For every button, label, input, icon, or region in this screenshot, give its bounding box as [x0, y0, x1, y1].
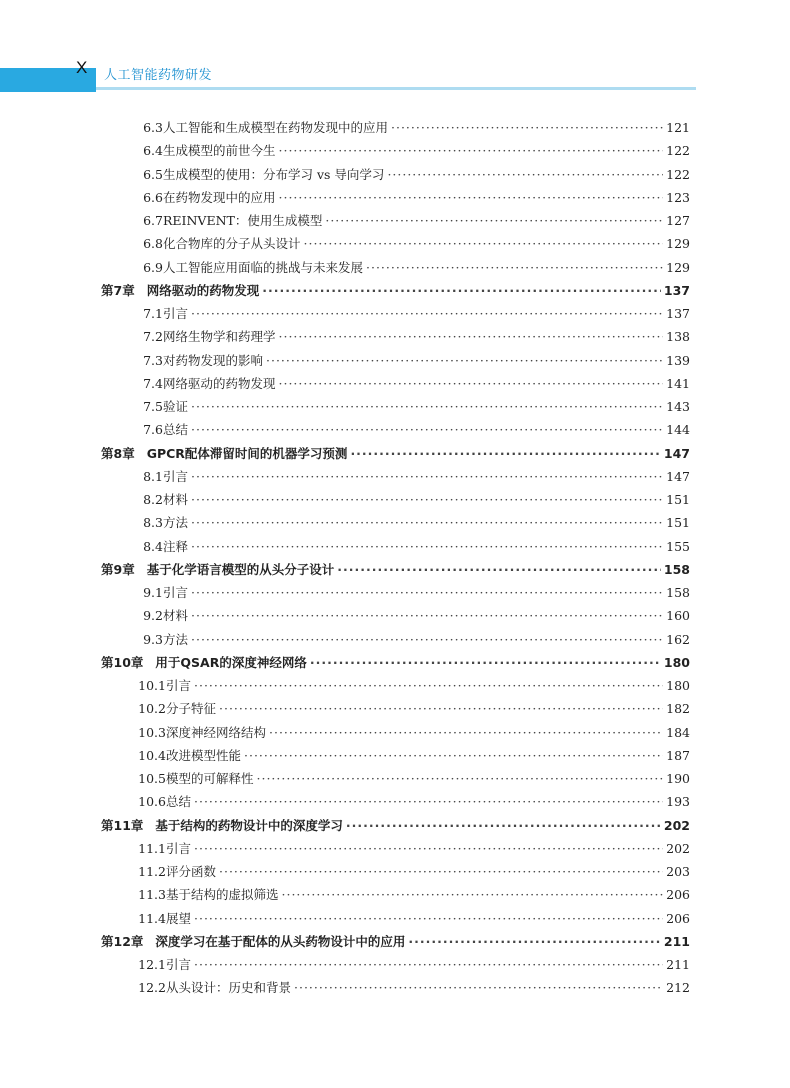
toc-entry-number: 第12章	[101, 933, 144, 949]
toc-entry-page: 202	[666, 840, 690, 856]
header-rule	[96, 87, 696, 90]
toc-chapter-entry[interactable]	[101, 652, 690, 674]
toc-section-entry[interactable]	[128, 954, 690, 976]
toc-section-entry[interactable]	[133, 303, 690, 325]
toc-entry-number: 10.5	[138, 771, 166, 786]
toc-entry-page: 129	[666, 236, 690, 252]
toc-entry-number: 7.6	[143, 422, 163, 438]
toc-entry-number: 10.6	[138, 794, 166, 810]
toc-entry-number: 8.1	[143, 468, 163, 484]
toc-chapter-entry[interactable]	[101, 443, 690, 465]
toc-entry-number: 第9章	[101, 561, 135, 577]
toc-entry-number: 6.9	[143, 259, 163, 275]
toc-entry-title: 深度神经网络结构	[166, 724, 267, 740]
toc-entry-title: 在药物发现中的应用	[163, 189, 276, 205]
toc-dot-leader	[191, 303, 663, 325]
toc-entry-number: 第11章	[101, 817, 144, 833]
toc-dot-leader	[266, 350, 663, 372]
toc-dot-leader	[269, 722, 663, 744]
toc-dot-leader	[346, 815, 661, 837]
toc-chapter-entry[interactable]	[101, 280, 690, 302]
toc-entry-page: 184	[666, 724, 690, 740]
toc-section-entry[interactable]	[128, 698, 690, 720]
toc-entry-number: 8.2	[143, 492, 163, 507]
toc-section-entry[interactable]	[133, 233, 690, 255]
toc-section-entry[interactable]	[133, 326, 690, 348]
toc-section-entry[interactable]	[133, 489, 690, 511]
toc-entry-page: 143	[666, 399, 690, 414]
toc-chapter-entry[interactable]	[101, 815, 690, 837]
toc-entry-title: 引言	[163, 468, 189, 484]
toc-dot-leader	[337, 559, 661, 581]
toc-entry-page: 190	[666, 771, 690, 786]
toc-entry-title: 从头设计：历史和背景	[166, 980, 292, 996]
page-number: X	[76, 58, 88, 77]
toc-entry-page: 162	[666, 631, 690, 647]
toc-entry-number: 第8章	[101, 445, 135, 461]
toc-dot-leader	[262, 280, 661, 302]
toc-entry-page: 158	[666, 585, 690, 600]
toc-entry-number: 6.7	[143, 213, 163, 228]
toc-entry-number: 6.3	[143, 120, 163, 135]
toc-dot-leader	[191, 582, 663, 604]
toc-dot-leader	[244, 745, 663, 767]
toc-entry-page: 182	[666, 701, 690, 717]
toc-entry-title: 网络驱动的药物发现	[163, 375, 276, 391]
toc-entry-title: 注释	[163, 538, 189, 554]
toc-entry-title: REINVENT：使用生成模型	[163, 213, 323, 228]
toc-section-entry[interactable]	[128, 722, 690, 744]
toc-entry-number: 11.1	[138, 840, 166, 856]
toc-dot-leader	[191, 396, 663, 418]
book-title: 人工智能药物研发	[104, 68, 213, 83]
toc-entry-title: 基于结构的药物设计中的深度学习	[155, 817, 343, 833]
toc-dot-leader	[279, 140, 663, 162]
toc-section-entry[interactable]	[133, 536, 690, 558]
toc-entry-page: 202	[663, 817, 690, 833]
toc-chapter-entry[interactable]	[101, 559, 690, 581]
toc-entry-page: 137	[663, 282, 690, 298]
toc-section-entry[interactable]	[133, 582, 690, 604]
toc-entry-page: 151	[666, 515, 690, 531]
toc-chapter-entry[interactable]	[101, 931, 690, 953]
toc-entry-number: 6.4	[143, 143, 163, 159]
toc-entry-title: 分子特征	[166, 701, 217, 717]
toc-entry-page: 138	[666, 329, 690, 345]
toc-entry-title: 网络驱动的药物发现	[146, 282, 260, 298]
toc-section-entry[interactable]	[133, 140, 690, 162]
toc-dot-leader	[279, 187, 663, 209]
toc-section-entry[interactable]	[128, 908, 690, 930]
toc-entry-page: 141	[666, 375, 690, 391]
toc-entry-page: 147	[663, 445, 690, 461]
toc-entry-number: 第10章	[101, 654, 144, 670]
toc-section-entry[interactable]	[133, 187, 690, 209]
toc-section-entry[interactable]	[128, 838, 690, 860]
toc-section-entry[interactable]	[128, 768, 690, 790]
toc-entry-title: 引言	[163, 306, 189, 321]
toc-entry-page: 212	[666, 980, 690, 996]
toc-dot-leader	[194, 954, 663, 976]
toc-entry-number: 7.5	[143, 399, 163, 414]
toc-entry-title: 模型的可解释性	[166, 771, 254, 786]
toc-dot-leader	[191, 629, 663, 651]
toc-dot-leader	[304, 233, 663, 255]
toc-dot-leader	[310, 652, 661, 674]
toc-entry-number: 7.1	[143, 306, 163, 321]
toc-section-entry[interactable]	[133, 210, 690, 232]
toc-entry-number: 9.2	[143, 608, 163, 624]
toc-section-entry[interactable]	[128, 675, 690, 697]
toc-section-entry[interactable]	[133, 605, 690, 627]
toc-dot-leader	[325, 210, 663, 232]
toc-dot-leader	[194, 908, 663, 930]
toc-section-entry[interactable]	[128, 791, 690, 813]
toc-entry-title: 对药物发现的影响	[163, 352, 264, 368]
toc-entry-title: 引言	[163, 585, 189, 600]
toc-entry-page: 160	[666, 608, 690, 624]
toc-dot-leader	[194, 838, 663, 860]
toc-entry-number: 8.3	[143, 515, 163, 531]
toc-entry-page: 155	[666, 538, 690, 554]
toc-entry-title: 用于QSAR的深度神经网络	[155, 654, 307, 670]
toc-entry-title: 材料	[163, 608, 189, 624]
toc-entry-page: 211	[666, 957, 690, 972]
toc-entry-number: 9.3	[143, 631, 163, 647]
toc-section-entry[interactable]	[128, 745, 690, 767]
toc-entry-number: 6.8	[143, 236, 163, 252]
toc-entry-page: 193	[666, 794, 690, 810]
toc-entry-title: 深度学习在基于配体的从头药物设计中的应用	[155, 933, 406, 949]
toc-entry-page: 129	[666, 259, 690, 275]
toc-entry-title: 生成模型的前世今生	[163, 143, 276, 159]
toc-entry-page: 211	[663, 933, 690, 949]
toc-entry-page: 151	[666, 492, 690, 507]
toc-section-entry[interactable]	[133, 350, 690, 372]
toc-entry-page: 123	[666, 189, 690, 205]
toc-entry-number: 10.1	[138, 678, 166, 693]
toc-entry-number: 11.3	[138, 887, 166, 903]
toc-entry-title: 引言	[166, 957, 192, 972]
toc-dot-leader	[408, 931, 660, 953]
toc-entry-number: 7.2	[143, 329, 163, 345]
toc-dot-leader	[191, 466, 663, 488]
toc-section-entry[interactable]	[133, 164, 690, 186]
toc-dot-leader	[219, 698, 663, 720]
toc-entry-number: 8.4	[143, 538, 163, 554]
toc-entry-number: 7.4	[143, 375, 163, 391]
toc-entry-page: 122	[666, 143, 690, 159]
toc-entry-number: 6.6	[143, 189, 163, 205]
toc-section-entry[interactable]	[133, 373, 690, 395]
toc-entry-page: 180	[666, 678, 690, 693]
toc-entry-page: 180	[663, 654, 690, 670]
toc-entry-title: 改进模型性能	[166, 747, 242, 763]
toc-entry-title: 网络生物学和药理学	[163, 329, 276, 345]
toc-section-entry[interactable]	[133, 512, 690, 534]
toc-entry-page: 187	[666, 747, 690, 763]
toc-entry-title: 基于化学语言模型的从头分子设计	[146, 561, 335, 577]
toc-dot-leader	[191, 536, 663, 558]
toc-entry-title: 化合物库的分子从头设计	[163, 236, 301, 252]
toc-dot-leader	[387, 164, 663, 186]
toc-entry-number: 12.2	[138, 980, 166, 996]
toc-section-entry[interactable]	[133, 419, 690, 441]
toc-dot-leader	[282, 884, 663, 906]
toc-entry-title: 基于结构的虚拟筛选	[166, 887, 279, 903]
toc-entry-title: 引言	[166, 678, 192, 693]
toc-entry-page: 144	[666, 422, 690, 438]
toc-dot-leader	[191, 605, 663, 627]
toc-entry-title: 方法	[163, 631, 189, 647]
toc-entry-number: 10.4	[138, 747, 166, 763]
toc-entry-title: 展望	[166, 910, 192, 926]
toc-entry-page: 147	[666, 468, 690, 484]
toc-section-entry[interactable]	[133, 629, 690, 651]
toc-dot-leader	[279, 373, 663, 395]
toc-dot-leader	[294, 977, 663, 999]
toc-dot-leader	[191, 419, 663, 441]
toc-entry-number: 9.1	[143, 585, 163, 600]
toc-entry-title: 总结	[166, 794, 192, 810]
toc-entry-page: 139	[666, 352, 690, 368]
toc-dot-leader	[191, 512, 663, 534]
toc-entry-page: 158	[663, 561, 690, 577]
toc-entry-page: 127	[666, 213, 690, 228]
toc-section-entry[interactable]	[133, 466, 690, 488]
toc-dot-leader	[279, 326, 663, 348]
toc-entry-title: 方法	[163, 515, 189, 531]
toc-section-entry[interactable]	[133, 117, 690, 139]
toc-dot-leader	[350, 443, 660, 465]
toc-entry-page: 137	[666, 306, 690, 321]
toc-dot-leader	[257, 768, 663, 790]
toc-entry-title: 材料	[163, 492, 189, 507]
toc-entry-title: 引言	[166, 840, 192, 856]
toc-dot-leader	[191, 489, 663, 511]
toc-dot-leader	[219, 861, 663, 883]
toc-entry-title: 人工智能和生成模型在药物发现中的应用	[163, 120, 389, 135]
toc-entry-title: 人工智能应用面临的挑战与未来发展	[163, 259, 364, 275]
toc-dot-leader	[194, 791, 663, 813]
toc-entry-number: 7.3	[143, 352, 163, 368]
toc-section-entry[interactable]	[128, 884, 690, 906]
toc-entry-title: 评分函数	[166, 864, 217, 879]
toc-entry-title: GPCR配体滞留时间的机器学习预测	[146, 445, 348, 461]
toc-section-entry[interactable]	[133, 257, 690, 279]
toc-section-entry[interactable]	[128, 861, 690, 883]
toc-section-entry[interactable]	[128, 977, 690, 999]
toc-entry-page: 122	[666, 166, 690, 182]
toc-dot-leader	[391, 117, 663, 139]
toc-entry-number: 11.4	[138, 910, 166, 926]
toc-entry-page: 121	[666, 120, 690, 135]
toc-entry-title: 总结	[163, 422, 189, 438]
toc-entry-number: 10.2	[138, 701, 166, 717]
toc-entry-number: 第7章	[101, 282, 135, 298]
toc-section-entry[interactable]	[133, 396, 690, 418]
toc-entry-number: 12.1	[138, 957, 166, 972]
toc-dot-leader	[194, 675, 663, 697]
toc-entry-page: 203	[666, 864, 690, 879]
toc-entry-page: 206	[666, 910, 690, 926]
toc-entry-number: 6.5	[143, 166, 163, 182]
toc-entry-number: 11.2	[138, 864, 166, 879]
toc-entry-page: 206	[666, 887, 690, 903]
toc-entry-title: 验证	[163, 399, 189, 414]
toc-entry-number: 10.3	[138, 724, 166, 740]
toc-entry-title: 生成模型的使用：分布学习 vs 导向学习	[163, 166, 385, 182]
toc-dot-leader	[366, 257, 663, 279]
